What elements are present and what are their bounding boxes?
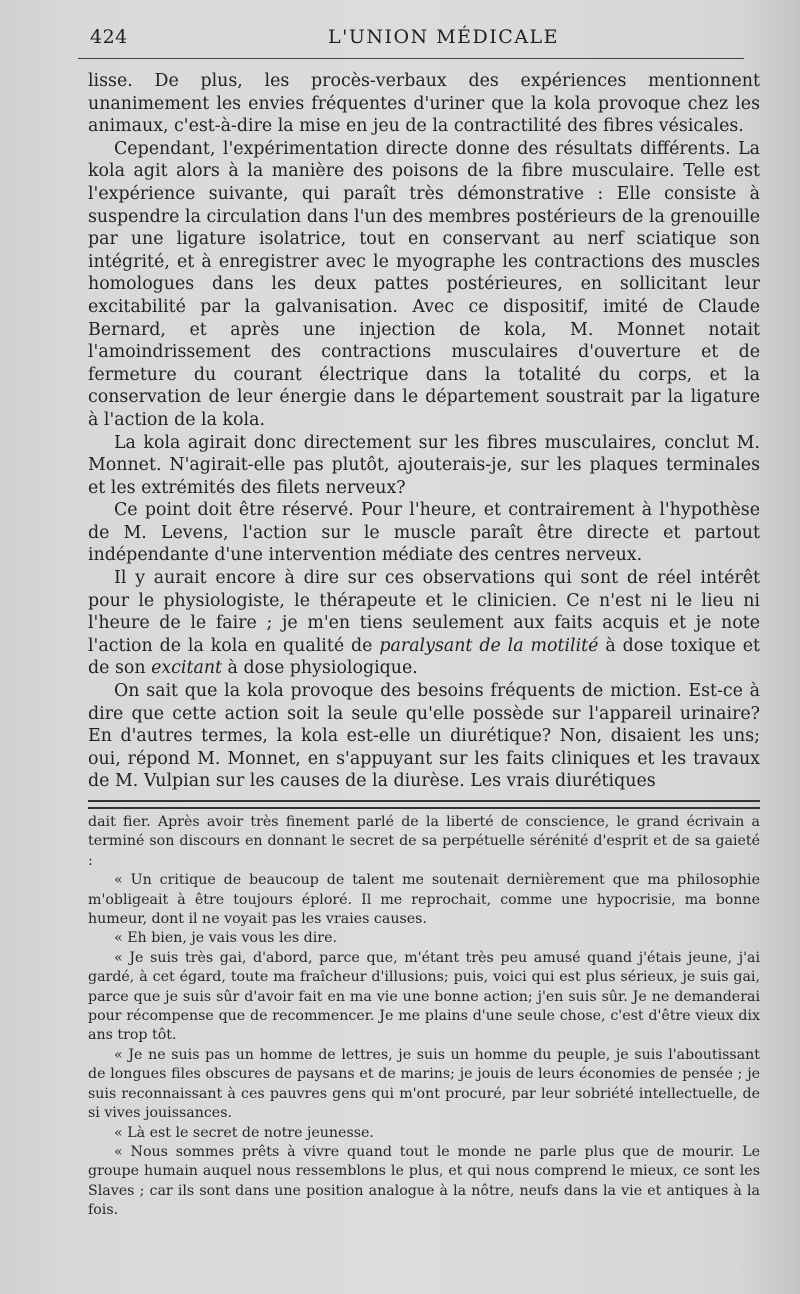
paragraph-2: Cependant, l'expérimentation directe donne des résultats différents. La kola agit alors à la manière des poisons de la fibre musculaire. Telle est l'expérience suivante, qui paraît très démonstrative : Elle consiste à suspendre la circulation dans l'un des membres postérieurs de la grenouille par une ligature isolatrice, tout en conservant au nerf sciatique son intégrité, et à enregistrer avec le myographe les contractions des muscles homologues dans les deux pattes postérieures, en sollicitant leur excitabilité par la galvanisation. Avec ce dispositif, imité de Claude Bernard, et après une injection de kola, M. Monnet notait l'amoindrissement des contractions musculaires d'ouverture et de fermeture du courant électrique dans la totalité du corps, et la conservation de leur énergie dans le département soustrait par la ligature à l'action de la kola.: [88, 138, 760, 430]
paragraph-5-text-b: à dose toxique et de son: [88, 635, 761, 679]
footnote-paragraph-3: « Eh bien, je vais vous les dire.: [114, 930, 337, 947]
paragraph-5: [88, 567, 760, 680]
footnote-block: [88, 813, 760, 1221]
main-text: [88, 70, 760, 793]
footnote-paragraph-7: « Nous sommes prêts à vivre quand tout le monde ne parle plus que de mourir. Le groupe humain auquel nous ressemblons le plus, et qui nous comprend le mieux, ce sont les Slaves ; car ils sont dans une position analogue à la nôtre, neufs dans la vie et antiques à la fois.: [88, 1143, 760, 1219]
paragraph-4: Ce point doit être réservé. Pour l'heure, et contrairement à l'hypothèse de M. Levens, l'action sur le muscle paraît être directe et partout indépendante d'une intervention médiate des centres nerveux.: [88, 500, 760, 566]
running-title: L'UNION MÉDICALE: [328, 26, 560, 48]
paragraph-5-text-c: à dose physiologique.: [222, 658, 418, 679]
paragraph-5-italic-excitant: excitant: [151, 658, 223, 679]
page-header: [90, 22, 756, 52]
footnote-paragraph-4: « Je suis très gai, d'abord, parce que, m'étant très peu amusé quand j'étais jeune, j'ai gardé, à cet égard, toute ma fraîcheur d'illusions; puis, voici qui est plus sérieux, je suis gai, parce que je suis sûr d'avoir fait en ma vie une bonne action; j'en suis sûr. Je ne demanderai pour récompense que de recommencer. Je me plains d'une seule chose, c'est d'être vieux dix ans trop tôt.: [88, 949, 760, 1044]
footnote-paragraph-5: « Je ne suis pas un homme de lettres, je suis un homme du peuple, je suis l'aboutissant de longues files obscures de paysans et de marins; je jouis de leurs économies de pensée ; je suis reconnaissant à ces pauvres gens qui m'ont procuré, par leur sobriété intellectuelle, de si vives jouissances.: [88, 1046, 760, 1122]
footnote-paragraph-1: dait fier. Après avoir très finement parlé de la liberté de conscience, le grand écrivain a terminé son discours en donnant le secret de sa perpétuelle sérénité d'esprit et de sa gaieté :: [88, 814, 760, 869]
paragraph-5-text-a: Il y aurait encore à dire sur ces observations qui sont de réel intérêt pour le physiologiste, le thérapeute et le clinicien. Ce n'est ni le lieu ni l'heure de le faire ; je m'en tiens seulement aux faits acquis et je note l'action de la kola en qualité de: [88, 568, 760, 656]
paragraph-6: On sait que la kola provoque des besoins fréquents de miction. Est-ce à dire que cette action soit la seule qu'elle possède sur l'appareil urinaire? En d'autres termes, la kola est-elle un diurétique? Non, disaient les uns; oui, répond M. Monnet, en s'appuyant sur les faits cliniques et les travaux de M. Vulpian sur les causes de la diurèse. Les vrais diurétiques: [88, 681, 760, 792]
paragraph-1: lisse. De plus, les procès-verbaux des expériences mentionnent unanimement les envies fréquentes d'uriner que la kola provoque chez les animaux, c'est-à-dire la mise en jeu de la contractilité des fibres vésicales.: [88, 71, 760, 137]
paragraph-5-italic-paralysant: paralysant de la motilité: [379, 635, 599, 656]
footnote-paragraph-2: « Un critique de beaucoup de talent me soutenait dernièrement que ma philosophie m'obligeait à être toujours éploré. Il me reprochait, comme une hypocrisie, ma bonne humeur, dont il ne voyait pas les vraies causes.: [88, 872, 760, 928]
footnote-separator-rule: [88, 800, 760, 809]
footnote-paragraph-6: « Là est le secret de notre jeunesse.: [114, 1124, 374, 1141]
header-rule: [78, 58, 744, 59]
paragraph-3: La kola agirait donc directement sur les fibres musculaires, conclut M. Monnet. N'agirait-elle pas plutôt, ajouterais-je, sur les plaques terminales et les extrémités des filets nerveux?: [88, 432, 760, 498]
page-number: 424: [90, 26, 128, 48]
